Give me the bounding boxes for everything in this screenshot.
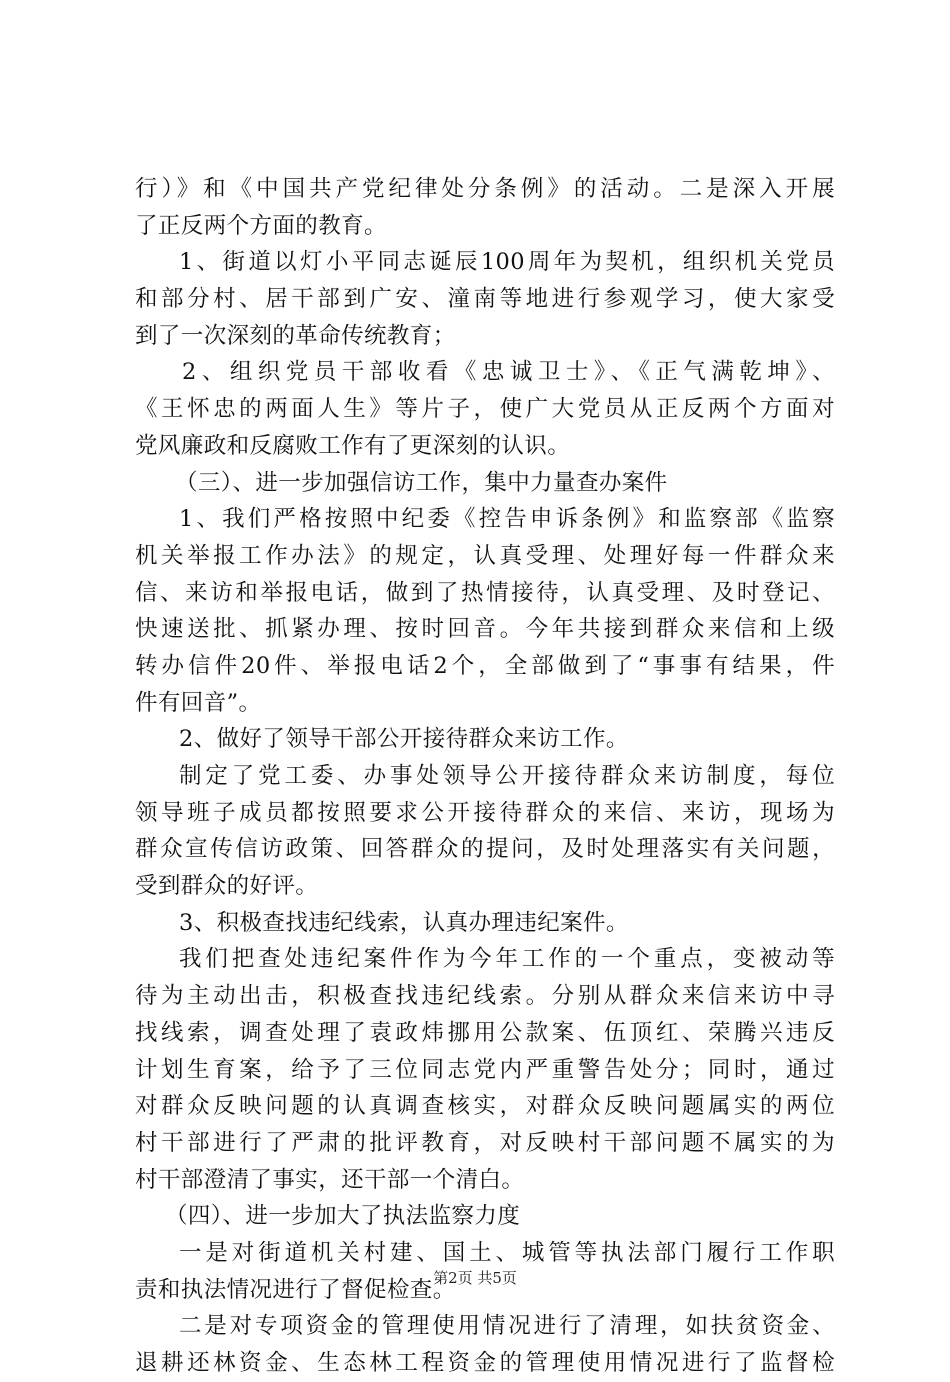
document-body bbox=[135, 171, 835, 1382]
text-line: 找线索，调查处理了袁政炜挪用公款案、伍顶红、荣腾兴违反 bbox=[135, 1019, 835, 1046]
text-line: 一是对街道机关村建、国土、城管等执法部门履行工作职 bbox=[179, 1239, 835, 1266]
text-line: 快速送批、抓紧办理、按时回音。今年共接到群众来信和上级 bbox=[135, 616, 835, 643]
text-line: 1、我们严格按照中纪委《控告申诉条例》和监察部《监察 bbox=[179, 506, 835, 533]
text-line: 3、积极查找违纪线索，认真办理违纪案件。 bbox=[179, 909, 629, 936]
text-line: 村干部澄清了事实，还干部一个清白。 bbox=[135, 1166, 525, 1193]
text-line: 行）》和《中国共产党纪律处分条例》的活动。二是深入开展 bbox=[135, 176, 835, 202]
text-line: 转办信件20件、举报电话2个，全部做到了“事事有结果，件 bbox=[135, 652, 835, 679]
text-line: 我们把查处违纪案件作为今年工作的一个重点，变被动等 bbox=[179, 946, 835, 973]
text-line: 计划生育案，给予了三位同志党内严重警告处分；同时，通过 bbox=[135, 1056, 835, 1083]
text-line: 对群众反映问题的认真调查核实，对群众反映问题属实的两位 bbox=[135, 1093, 835, 1120]
text-line: 受到群众的好评。 bbox=[135, 873, 319, 900]
text-line: 2、组织党员干部收看《忠诚卫士》、《正气满乾坤》、 bbox=[182, 359, 835, 386]
text-line: 党风廉政和反腐败工作有了更深刻的认识。 bbox=[135, 432, 571, 459]
text-line: 1、街道以灯小平同志诞辰100周年为契机，组织机关党员 bbox=[179, 249, 835, 276]
text-line: 机关举报工作办法》的规定，认真受理、处理好每一件群众来 bbox=[135, 542, 835, 569]
text-line: 退耕还林资金、生态林工程资金的管理使用情况进行了监督检 bbox=[135, 1350, 835, 1376]
section-heading: （三）、进一步加强信访工作，集中力量查办案件 bbox=[175, 469, 668, 496]
text-line: 到了一次深刻的革命传统教育； bbox=[135, 322, 456, 349]
text-line: 了正反两个方面的教育。 bbox=[135, 212, 387, 239]
text-line: 《王怀忠的两面人生》等片子，使广大党员从正反两个方面对 bbox=[135, 396, 835, 423]
text-line: 村干部进行了严肃的批评教育，对反映村干部问题不属实的为 bbox=[135, 1129, 835, 1156]
page-number-label: 第2页 共5页 bbox=[433, 1269, 517, 1287]
text-line: 领导班子成员都按照要求公开接待群众的来信、来访，现场为 bbox=[135, 799, 835, 826]
text-line: 待为主动出击，积极查找违纪线索。分别从群众来信来访中寻 bbox=[135, 983, 835, 1010]
text-line: 责和执法情况进行了督促检查。 bbox=[135, 1276, 456, 1303]
text-line: 件有回音”。 bbox=[135, 689, 262, 716]
text-line: 制定了党工委、办事处领导公开接待群众来访制度，每位 bbox=[179, 763, 835, 789]
section-heading: （四）、进一步加大了执法监察力度 bbox=[165, 1203, 521, 1230]
text-line: 2、做好了领导干部公开接待群众来访工作。 bbox=[179, 726, 629, 753]
text-line: 和部分村、居干部到广安、潼南等地进行参观学习，使大家受 bbox=[135, 286, 835, 313]
text-line: 二是对专项资金的管理使用情况进行了清理，如扶贫资金、 bbox=[179, 1313, 835, 1340]
text-line: 信、来访和举报电话，做到了热情接待，认真受理、及时登记、 bbox=[135, 579, 835, 606]
text-line: 群众宣传信访政策、回答群众的提问，及时处理落实有关问题， bbox=[135, 836, 835, 863]
page-footer bbox=[0, 1268, 950, 1288]
